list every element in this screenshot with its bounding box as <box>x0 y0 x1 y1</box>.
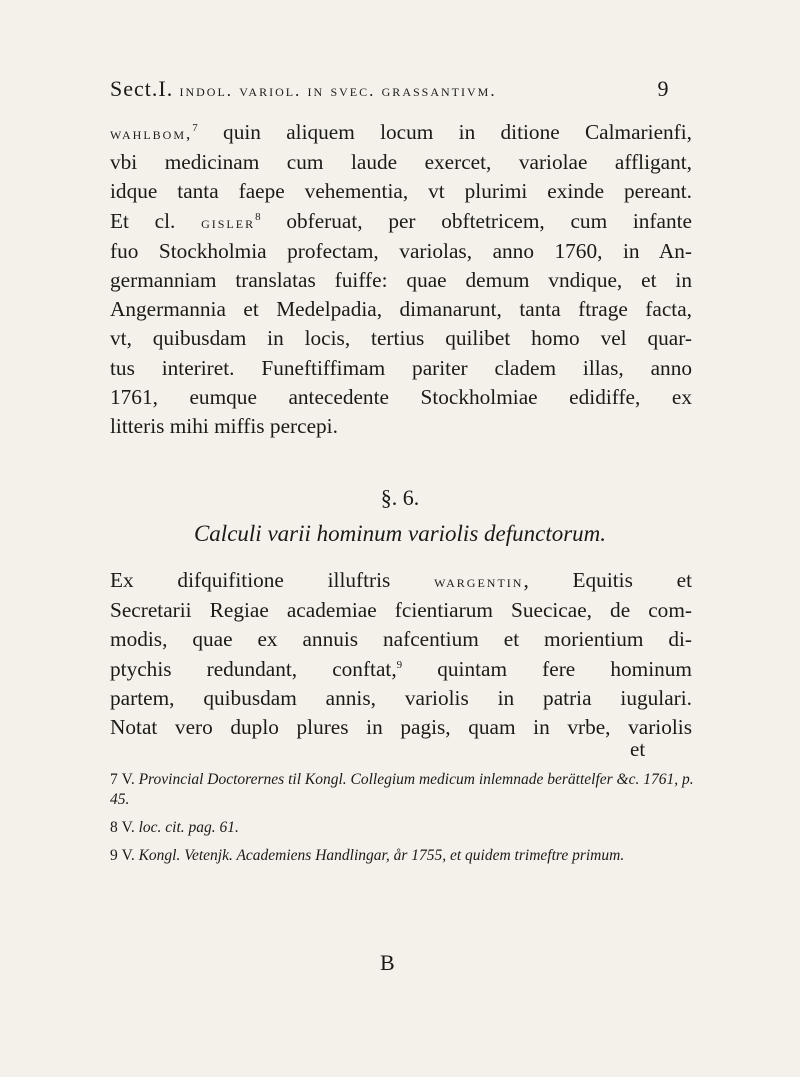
paragraph-2 <box>110 566 692 742</box>
text-span: quin aliquem locum in ditione Calmarienfi, <box>197 120 692 144</box>
running-head-title: indol. variol. in svec. grassantivm. <box>179 81 497 100</box>
footnote-mark: 7 <box>110 771 118 788</box>
text-span: ptychis redundant, conftat, <box>110 656 397 681</box>
text-line <box>110 566 692 596</box>
footnotes <box>110 770 710 874</box>
footnote <box>110 770 710 810</box>
footnote-ref: 9 <box>396 658 403 671</box>
footnote-mark: 8 <box>110 819 118 836</box>
text-line <box>110 207 692 237</box>
paragraph-1 <box>110 118 692 441</box>
footnote-ref: 7 <box>192 121 198 134</box>
running-head-section: Sect.I. <box>110 76 174 101</box>
text-line: idque tanta faepe vehementia, vt plurimi exinde pereant. <box>110 179 692 204</box>
text-line: Secretarii Regiae academiae fcientiarum Suecicae, de com- <box>110 598 692 623</box>
text-line: litteris mihi miffis percepi. <box>110 414 338 439</box>
author-name: wahlbom, <box>110 124 193 143</box>
page-number: 9 <box>657 76 670 101</box>
catchword: et <box>630 737 646 761</box>
text-line: vbi medicinam cum laude exercet, variolae affligant, <box>110 150 692 175</box>
text-span: Ex difquifitione illuftris <box>110 568 435 592</box>
text-span: Et cl. <box>110 208 202 233</box>
text-span: quintam fere hominum <box>402 656 692 681</box>
text-line <box>110 118 692 148</box>
text-span: obferuat, per obftetricem, cum infante <box>260 208 692 233</box>
footnote-text: Provincial Doctorernes til Kongl. Collegium medicum inlemnade berättelfer &c. 1761, p. 45. <box>110 771 694 808</box>
text-line: 1761, eumque antecedente Stockholmiae edidiffe, ex <box>110 384 692 409</box>
author-name: gisler <box>201 212 256 232</box>
signature-mark: B <box>380 950 395 975</box>
footnote-prefix: V. <box>121 847 139 864</box>
text-line: tus interiret. Funeftiffimam pariter cladem illas, anno <box>110 355 692 380</box>
text-line: fuo Stockholmia profectam, variolas, anno 1760, in An- <box>110 238 692 263</box>
running-head <box>110 76 670 102</box>
text-line: Angermannia et Medelpadia, dimanarunt, tanta ftrage facta, <box>110 297 692 322</box>
text-line <box>110 655 692 684</box>
text-line: vt, quibusdam in locis, tertius quilibet homo vel quar- <box>110 326 692 351</box>
text-line: modis, quae ex annuis nafcentium et morientium di- <box>110 627 692 652</box>
footnote-prefix: V. <box>121 819 139 836</box>
text-line: partem, quibusdam annis, variolis in patria iugulari. <box>110 685 692 710</box>
text-line: Notat vero duplo plures in pagis, quam in vrbe, variolis <box>110 715 692 740</box>
text-span: , Equitis et <box>523 568 692 592</box>
footnote-ref: 8 <box>255 210 261 223</box>
section-number: §. 6. <box>380 485 420 510</box>
author-name: wargentin <box>434 572 524 591</box>
section-title: Calculi varii hominum variolis defunctorum. <box>193 521 607 546</box>
footnote <box>110 818 710 838</box>
footnote <box>110 846 710 866</box>
footnote-prefix: V. <box>121 771 139 788</box>
footnote-mark: 9 <box>110 847 118 864</box>
footnote-text: Kongl. Vetenjk. Academiens Handlingar, år 1755, et quidem trimeftre primum. <box>138 847 625 864</box>
footnote-text: loc. cit. pag. 61. <box>138 819 239 836</box>
text-line: germanniam translatas fuiffe: quae demum vndique, et in <box>110 268 692 293</box>
